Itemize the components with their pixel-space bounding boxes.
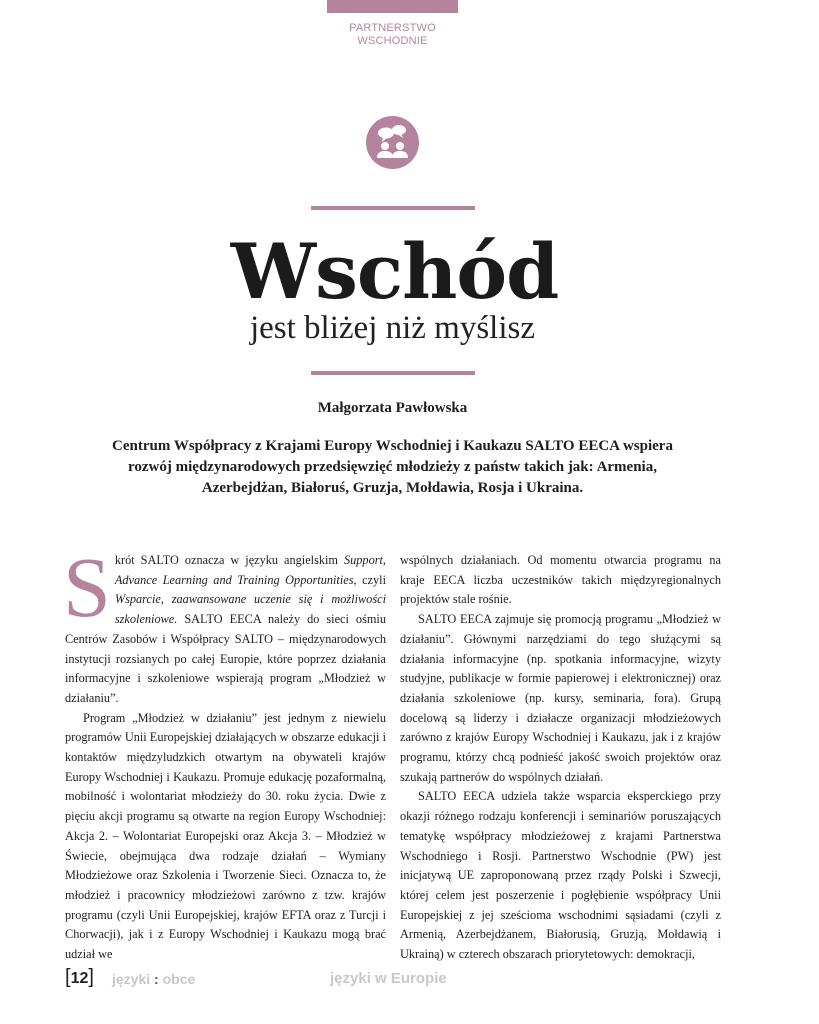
title-rule-bottom	[311, 371, 475, 375]
page-number: [12]	[65, 966, 94, 988]
article-subtitle: jest bliżej niż myślisz	[249, 310, 536, 346]
author-name: Małgorzata Pawłowska	[317, 400, 468, 416]
drop-cap: S	[63, 539, 111, 635]
section-label: PARTNERSTWO WSCHODNIE	[349, 22, 436, 47]
paragraph: SALTO EECA udziela także wsparcia eksperckiego przy okazji różnego rodzaju konferencji i seminariów poruszających tematykę współpracy młodzieżowej z krajami Partnerstwa Wschodniego i Rosji. Partnerstwo Wschodnie (PW) jest inicjatywą UE zaproponowaną przez rządy Polski i Szwecji, której celem jest poszerzenie i pogłębienie współpracy Unii Europejskiej z jej sześcioma wschodnimi sąsiadami (czyli z Armenią, Azerbejdżanem, Białorusią, Gruzją, Mołdawią i Ukrainą) w czterech obszarach priorytetowych: demokracji,	[400, 789, 721, 962]
title-rule-top	[311, 206, 475, 210]
paragraph: Skrót SALTO oznacza w języku angielskim Support, Advance Learning and Training Opportunities, czyli Wsparcie, zaawansowane uczenie się i możliwości szkoleniowe. SALTO EECA należy do sieci ośmiu Centrów Zasobów i Współpracy SALTO – międzynarodowych instytucji rozsianych po całej Europie, które poprzez działania informacyjne i szkoleniowe wspierają program „Młodzież w działaniu”.	[63, 539, 386, 705]
lead-paragraph: Centrum Współpracy z Krajami Europy Wschodniej i Kaukazu SALTO EECA wspiera rozwój międzynarodowych przedsięwzięć młodzieży z państw takich jak: Armenia, Azerbejdżan, Białoruś, Gruzja, Mołdawia, Rosja i Ukraina.	[112, 438, 673, 496]
text-column-left	[63, 539, 386, 965]
paragraph: wspólnych działaniach. Od momentu otwarcia programu na kraje EECA liczba uczestników takich międzyregionalnych projektów stale rośnie.	[400, 553, 721, 607]
footer-section-name: języki w Europie	[330, 970, 447, 987]
paragraph: Program „Młodzież w działaniu” jest jednym z niewielu programów Unii Europejskiej działających w obszarze edukacji i kontaktów międzyludzkich otwartym na obywateli krajów Europy Wschodniej i Kaukazu. Promuje edukację pozaformalną, mobilność i wolontariat młodzieży do 30. roku życia. Dwie z pięciu akcji programu są otwarte na region Europy Wschodniej: Akcja 2. – Wolontariat Europejski oraz Akcja 3. – Młodzież w Świecie, obejmująca dwa rodzaje działań – Wymiany Młodzieżowe oraz Szkolenia i Tworzenie Sieci. Oznacza to, że młodzież i pracownicy młodzieżowi zarówno z tzw. krajów programu (czyli Unii Europejskiej, krajów EFTA oraz z Turcji i Chorwacji), jak i z Europy Wschodniej i Kaukazu mogą brać udział we	[65, 710, 386, 962]
article-title: Wschód	[230, 227, 559, 316]
paragraph: SALTO EECA zajmuje się promocją programu „Młodzież w działaniu”. Głównymi narzędziami do tego służącymi są działania informacyjne (np. spotkania informacyjne, wizyty studyjne, publikacje w formie papierowej i elektronicznej) oraz działania szkoleniowe (np. kursy, seminaria, fora). Grupą docelową są liderzy i działacze organizacji młodzieżowych zarówno z krajów Europy Wschodniej i Kaukazu, jak i z krajów programu, którzy chcą podnieść jakość swoich projektów oraz szukają partnerów do wspólnych działań.	[400, 612, 721, 784]
header-tab	[327, 0, 458, 13]
magazine-name: języki : obce	[112, 971, 196, 987]
people-talking-icon	[366, 116, 419, 169]
text-column-right	[400, 551, 721, 965]
